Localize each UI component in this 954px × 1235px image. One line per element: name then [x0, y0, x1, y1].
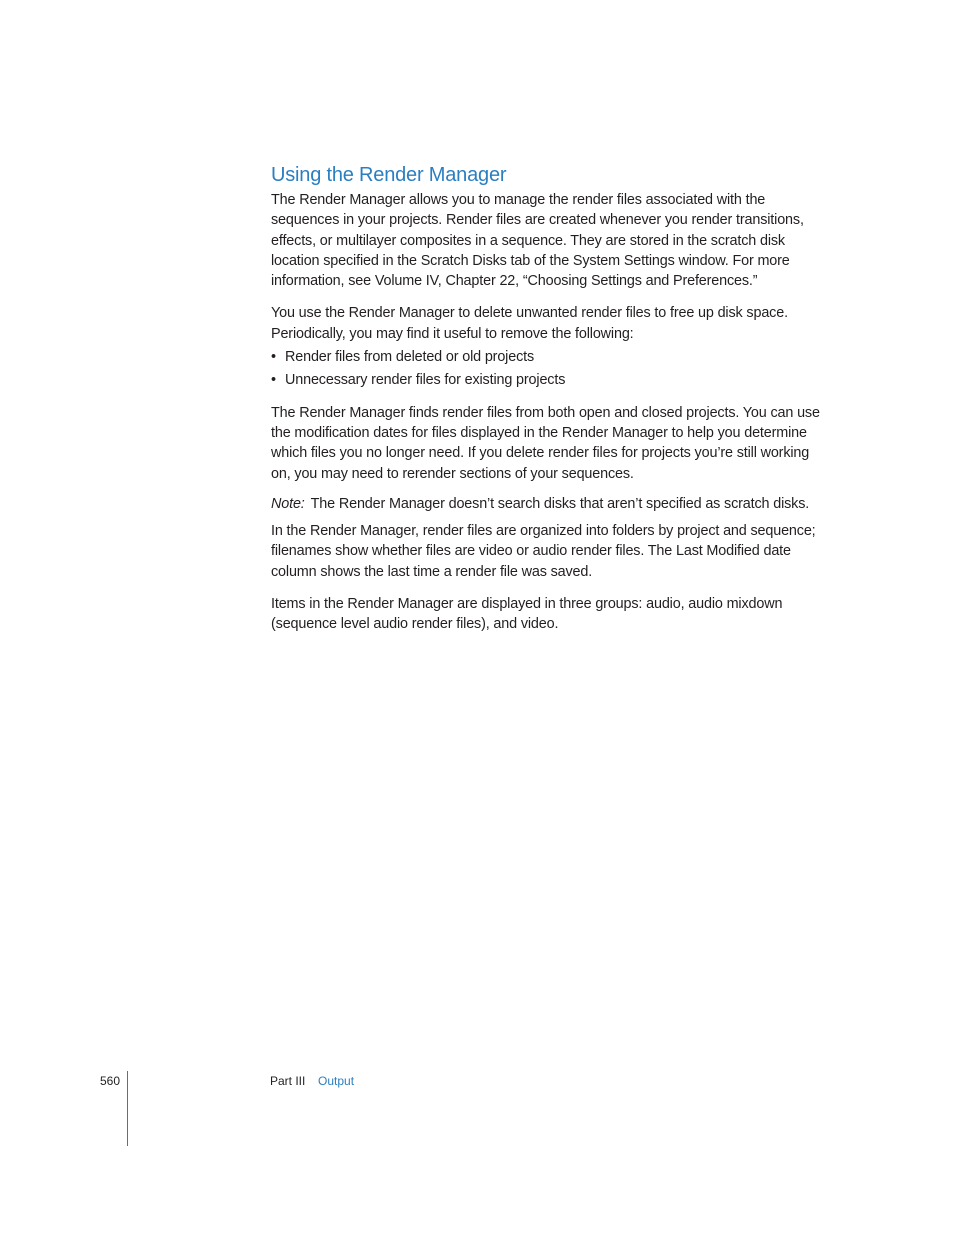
page-number: 560	[99, 1074, 120, 1088]
bullet-icon: •	[271, 349, 276, 366]
usage-paragraph: You use the Render Manager to delete unwanted render files to free up disk space. Periodically, you may find it useful to remove the following:	[271, 305, 788, 342]
note-text: The Render Manager doesn’t search disks that aren’t specified as scratch disks.	[310, 495, 810, 512]
note-paragraph	[271, 494, 831, 514]
list-item	[271, 347, 831, 367]
bullet-list	[271, 347, 831, 391]
list-item	[271, 370, 831, 390]
section-heading: Using the Render Manager	[271, 164, 507, 186]
modification-dates-paragraph: The Render Manager finds render files from both open and closed projects. You can use the modification dates for files displayed in the Render Manager to help you determine which files you no longer need. If you delete render files for projects you’re still working on, you may need to rerender sections of your sequences.	[271, 404, 820, 482]
page-content	[271, 162, 831, 635]
groups-paragraph: Items in the Render Manager are displayed in three groups: audio, audio mixdown (sequence level audio render files), and video.	[271, 596, 783, 633]
list-item-text: Render files from deleted or old projects	[285, 349, 535, 366]
bullet-icon: •	[271, 372, 276, 389]
organization-paragraph: In the Render Manager, render files are organized into folders by project and sequence; filenames show whether files are video or audio render files. The Last Modified date column shows the last time a render file was saved.	[271, 523, 816, 580]
list-item-text: Unnecessary render files for existing projects	[285, 372, 566, 389]
intro-paragraph: The Render Manager allows you to manage the render files associated with the sequences in your projects. Render files are created whenever you render transitions, effects, or multilayer composites in a sequence. They are stored in the scratch disk location specified in the Scratch Disks tab of the System Settings window. For more information, see Volume IV, Chapter 22, “Choosing Settings and Preferences.”	[271, 192, 804, 290]
note-label: Note:	[271, 495, 305, 512]
footer-part-label: Part III	[270, 1074, 306, 1088]
footer-divider	[127, 1071, 128, 1146]
footer-section-label: Output	[318, 1074, 355, 1088]
